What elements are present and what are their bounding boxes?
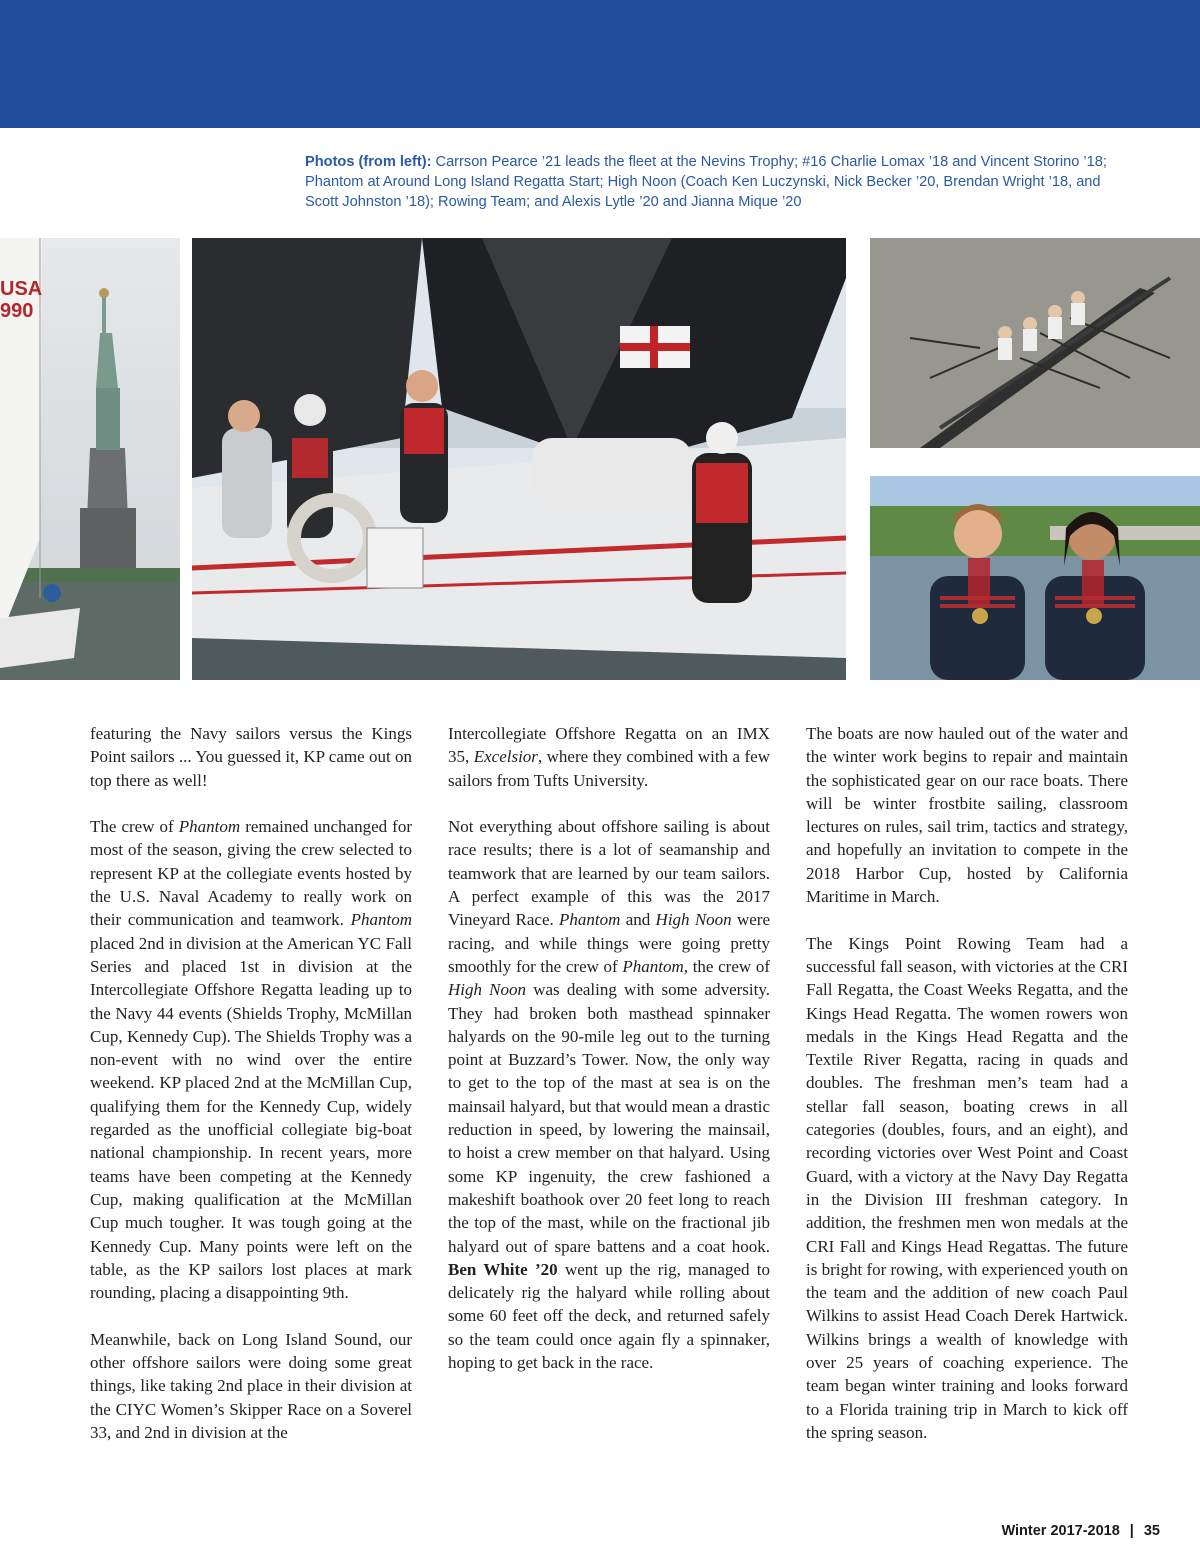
col3-paragraph-2: The Kings Point Rowing Team had a successful fall season, with victories at the CRI Fall Regatta, the Coast Weeks Regatta, and the Kings Head Regatta. The women rowers won medals in the Kings Head Regatta and the Textile River Regatta, racing in quads and doubles. The freshman men’s team had a stellar fall season, boating crews in all categories (doubles, fours, and an eight), and recording victories over West Point and Coast Guard, with a victory at the Navy Day Regatta in the Division III freshman category. In addition, the freshmen men won medals at the CRI Fall and Kings Head Regattas. The future is bright for rowing, with experienced youth on the team and the addition of new coach Paul Wilkins to assist Head Coach Derek Hartwick. Wilkins brings a wealth of knowledge with over 25 years of coaching experience. The team began winter training and looks forward to a Florida training trip in March to kick off the spring season.: [806, 933, 1128, 1442]
text-run: The crew of: [90, 817, 179, 837]
text-run: remained unchanged for most of the season, giving the crew selected to represent KP at the collegiate events hosted by the U.S. Naval Academy to really work on their communication and teamwork.: [90, 817, 412, 930]
person-name: Ben White ’20: [448, 1259, 558, 1279]
article-column-3: [806, 722, 1128, 1468]
sail-number-line-2: 990: [0, 300, 34, 322]
text-run: went up the rig, managed to delicately rig the halyard while rolling about some 60 feet off the deck, and returned safely so the team could once again fly a spinnaker, hoping to get back in the race.: [448, 1259, 771, 1373]
article-column-2: [448, 722, 770, 1398]
boat-name: High Noon: [655, 910, 732, 930]
page-footer: [1001, 1523, 1160, 1539]
boat-name: Phantom: [559, 910, 621, 930]
sail-number: [0, 278, 43, 322]
caption-text: Carrson Pearce ’21 leads the fleet at the Nevins Trophy; #16 Charlie Lomax ’18 and Vincent Storino ’18; Phantom at Around Long Island Regatta Start; High Noon (Coach Ken Luczynski, Nick Becker ’20, Brendan Wright ’18, and Scott Johnston ’18); Rowing Team; and Alexis Lytle ’20 and Jianna Mique ’20: [305, 154, 1107, 210]
text-run: were racing, and while things were going pretty smoothly for the crew of: [448, 910, 771, 976]
col1-paragraph-2: [90, 815, 412, 1304]
photo-crew-on-deck: [192, 238, 846, 680]
col1-paragraph-3: Meanwhile, back on Long Island Sound, our other offshore sailors were doing some great things, like taking 2nd place in their division at the CIYC Women’s Skipper Race on a Soverel 33, and 2nd in division at the: [90, 1329, 412, 1442]
text-run: placed 2nd in division at the American YC Fall Series and placed 1st in division at the Intercollegiate Offshore Regatta leading up to the Navy 44 events (Shields Trophy, McMillan Cup, Kennedy Cup). The Shields Trophy was a non-event with no wind over the entire weekend. KP placed 2nd at the McMillan Cup, qualifying them for the Kennedy Cup, widely regarded as the unofficial collegiate big-boat national championship. In recent years, more teams have been competing at the Kennedy Cup, making qualification at the McMillan Cup much tougher. It was tough going at the Kennedy Cup. Many points were left on the table, as the KP sailors lost places at mark rounding, placing a disappointing 9th.: [90, 933, 412, 1303]
boat-name: Phantom: [350, 910, 412, 930]
text-run: Intercollegiate Offshore Regatta on an IMX 35,: [448, 724, 770, 767]
text-run: and: [620, 910, 656, 930]
boat-name: Phantom: [622, 956, 684, 976]
caption-lead: Photos (from left):: [305, 154, 432, 170]
text-run: , the crew of: [683, 956, 770, 976]
col2-paragraph-1: [448, 722, 770, 792]
photo-caption: [305, 152, 1135, 212]
photo-statue-of-liberty-sailboat: [0, 238, 180, 680]
article-column-1: [90, 722, 412, 1468]
col2-paragraph-2: [448, 815, 770, 1374]
text-run: , where they combined with a few sailors from Tufts University.: [448, 747, 771, 790]
footer-separator: |: [1129, 1523, 1134, 1539]
text-run: was dealing with some adversity. They had broken both masthead spinnaker halyards on the 90-mile leg out to the turning point at Buzzard’s Tower. Now, the only way to get to the top of the mast at sea is on the mainsail halyard, but that would mean a drastic reduction in speed, by lowering the mainsail, to hoist a crew member on that halyard. Using some KP ingenuity, the crew fashioned a makeshift boathook over 20 feet long to reach the top of the mast, while on the fractional jib halyard out of spare battens and a coat hook.: [448, 980, 770, 1256]
boat-name: Phantom: [178, 817, 241, 837]
header-color-band: [0, 0, 1200, 128]
boat-name: High Noon: [448, 980, 527, 1000]
photo-rowers-with-medals: [870, 476, 1200, 680]
page-number: 35: [1143, 1523, 1160, 1539]
text-run: Not everything about offshore sailing is about race results; there is a lot of seamanship and teamwork that are learned by our team sailors. A perfect example of this was the 2017 Vineyard Race.: [448, 817, 770, 930]
photo-rowing-team: [870, 238, 1200, 448]
issue-label: Winter 2017-2018: [1001, 1523, 1120, 1539]
col1-paragraph-1: featuring the Navy sailors versus the Kings Point sailors ... You guessed it, KP came out on top there as well!: [90, 724, 412, 790]
col3-paragraph-1: The boats are now hauled out of the water and the winter work begins to repair and maintain the sophisticated gear on our race boats. There will be winter frostbite sailing, classroom lectures on rules, sail trim, tactics and strategy, and hopefully an invitation to compete in the 2018 Harbor Cup, hosted by California Maritime in March.: [806, 724, 1128, 907]
boat-name: Excelsior: [473, 747, 538, 767]
sail-number-line-1: USA: [0, 278, 43, 300]
